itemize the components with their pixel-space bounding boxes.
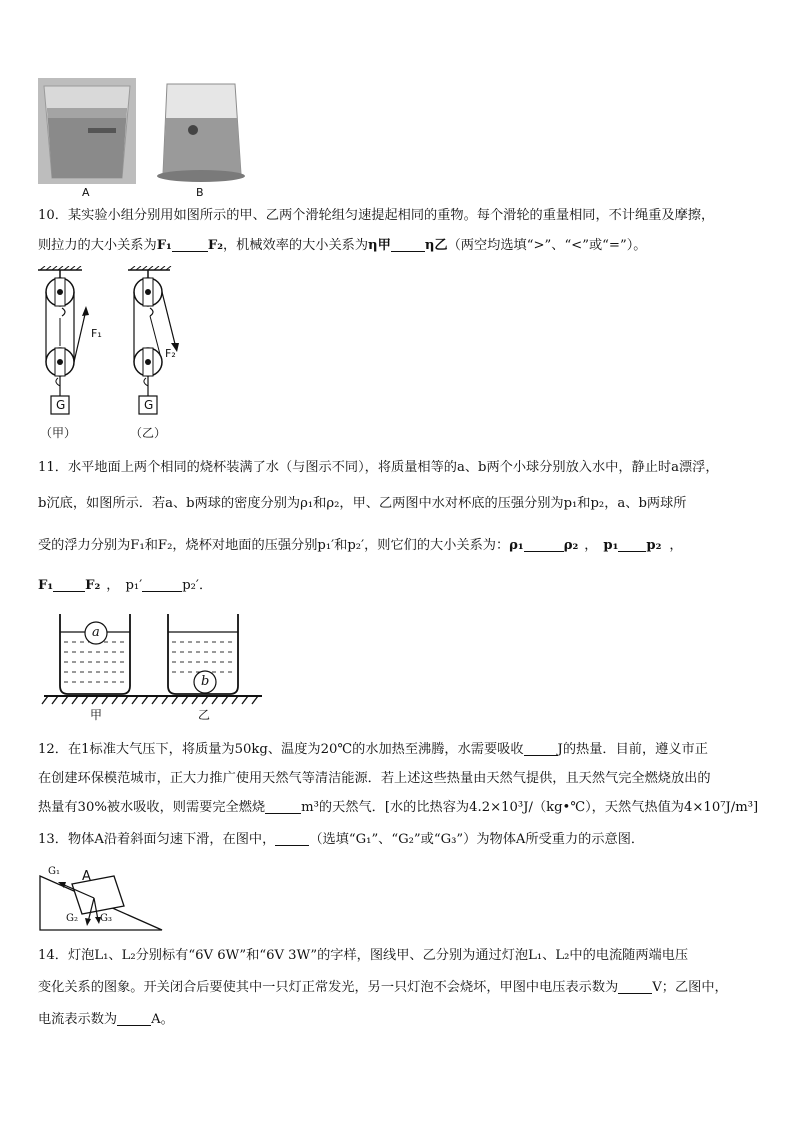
q12-line-2: 在创建环保模范城市，正大力推广使用天然气等清洁能源．若上述这些热量由天然气提供，且天然气完全燃烧放出的 (38, 771, 711, 786)
q11-rho2: ρ₂ (563, 538, 579, 553)
photo-cup-b (155, 78, 248, 184)
q13-text-b: （选填“G₁”、“G₂”或“G₃”）为物体A所受重力的示意图． (309, 832, 645, 847)
q12-text-c: 热量有30%被水吸收，则需要完全燃烧 (38, 800, 266, 815)
q11-caption-jia: 甲 (90, 708, 103, 722)
q11-line-3 (38, 536, 683, 556)
q10-line-2 (38, 236, 646, 256)
q12-text-d: m³的天然气．[水的比热容为4.2×10³J/（kg•℃），天然气热值为4×10⁷J/m³] (301, 800, 759, 815)
q11-ball-b-label: b (201, 674, 210, 689)
q14-blank-1[interactable] (618, 979, 652, 994)
q11-p1p: p₁′ (125, 578, 143, 593)
q13-g1-label: G₁ (48, 866, 60, 877)
q10-text-a: 则拉力的大小关系为 (38, 238, 157, 253)
q10-blank-1[interactable] (172, 237, 208, 252)
q10-blank-2[interactable] (391, 237, 425, 252)
q11-p2p: p₂′ (182, 578, 199, 593)
q11-p1: p₁ (603, 538, 619, 553)
q11-blank-2[interactable] (618, 537, 646, 552)
q10-f1: F₁ (156, 238, 172, 253)
q11-line-2: b沉底，如图所示．若a、b两球的密度分别为ρ₁和ρ₂，甲、乙两图中水对杯底的压强分别为p₁和p₂，a、b两球所 (38, 496, 687, 511)
q11-blank-3[interactable] (53, 577, 85, 592)
q12-blank-1[interactable] (524, 741, 558, 756)
q10-force-f1: F₁ (91, 327, 102, 340)
q13-block-label: A (82, 869, 91, 884)
photo-label-b: B (196, 186, 204, 199)
q14-line-1: 14．灯泡L₁、L₂分别标有“6V 6W”和“6V 3W”的字样，图线甲、乙分别为通过灯泡L₁、L₂中的电流随两端电压 (38, 948, 689, 963)
q12-blank-2[interactable] (265, 799, 301, 814)
q14-text-b: V；乙图中， (652, 980, 728, 995)
photo-label-a: A (82, 186, 90, 199)
q13-blank-1[interactable] (275, 831, 309, 846)
q11-line-4: F₁ F₂ ， p₁′ p₂′． (38, 578, 213, 593)
q10-f2: F₂ (207, 238, 223, 253)
q12-line-1 (38, 740, 708, 760)
q13-text-a: 13．物体A沿着斜面匀速下滑，在图中， (38, 832, 276, 847)
photo-cup-a (38, 78, 136, 184)
q11-sep-3: ， (106, 578, 120, 593)
q11-blank-4[interactable] (142, 577, 182, 592)
q11-line-1: 11．水平地面上两个相同的烧杯装满了水（与图示不同），将质量相等的a、b两个小球分别放入水中，静止时a漂浮， (38, 460, 719, 475)
q14-text-d: A。 (151, 1012, 174, 1027)
q10-line-1: 10．某实验小组分别用如图所示的甲、乙两个滑轮组匀速提起相同的重物。每个滑轮的重量相同，不计绳重及摩擦， (38, 208, 715, 223)
q13-line-1 (38, 830, 644, 850)
q11-sep-2: ， (669, 538, 683, 553)
q11-sep-1: ， (584, 538, 598, 553)
q11-caption-yi: 乙 (198, 708, 211, 722)
q10-text-b: ，机械效率的大小关系为 (222, 238, 369, 253)
q10-force-f2: F₂ (165, 347, 176, 360)
q10-caption-yi: （乙） (130, 426, 167, 440)
q12-text-b: J的热量．目前，遵义市正 (557, 742, 708, 757)
q14-blank-2[interactable] (117, 1011, 151, 1026)
q10-text-c: （两空均选填“>”、“<”或“=”）。 (447, 238, 647, 253)
q14-text-c: 电流表示数为 (38, 1012, 118, 1027)
q11-ball-a-label: a (92, 625, 100, 640)
q10-weight-yi: G (144, 398, 154, 412)
q14-line-2 (38, 978, 728, 998)
q14-line-3 (38, 1010, 174, 1030)
q12-line-3 (38, 798, 758, 818)
q14-text-a: 变化关系的图象。开关闭合后要使其中一只灯正常发光，另一只灯泡不会烧坏，甲图中电压表示数为 (38, 980, 619, 995)
q11-p2: p₂ (646, 538, 662, 553)
q11-blank-1[interactable] (524, 537, 564, 552)
q11-F2: F₂ (85, 578, 101, 593)
q11-text-a: 受的浮力分别为F₁和F₂，烧杯对地面的压强分别p₁′和p₂′，则它们的大小关系为： (38, 538, 510, 553)
q11-beakers-figure (40, 612, 266, 724)
q10-eta-jia: η甲 (368, 238, 391, 253)
q13-g2-label: G₂ (66, 913, 78, 924)
q10-weight-jia: G (56, 398, 66, 412)
q13-g3-label: G₃ (100, 913, 112, 924)
q11-rho1: ρ₁ (509, 538, 524, 553)
q11-F1: F₁ (38, 578, 54, 593)
q12-text-a: 12．在1标准大气压下，将质量为50kg、温度为20℃的水加热至沸腾，水需要吸收 (38, 742, 524, 757)
q10-eta-yi: η乙 (424, 238, 448, 253)
q10-caption-jia: （甲） (40, 426, 77, 440)
